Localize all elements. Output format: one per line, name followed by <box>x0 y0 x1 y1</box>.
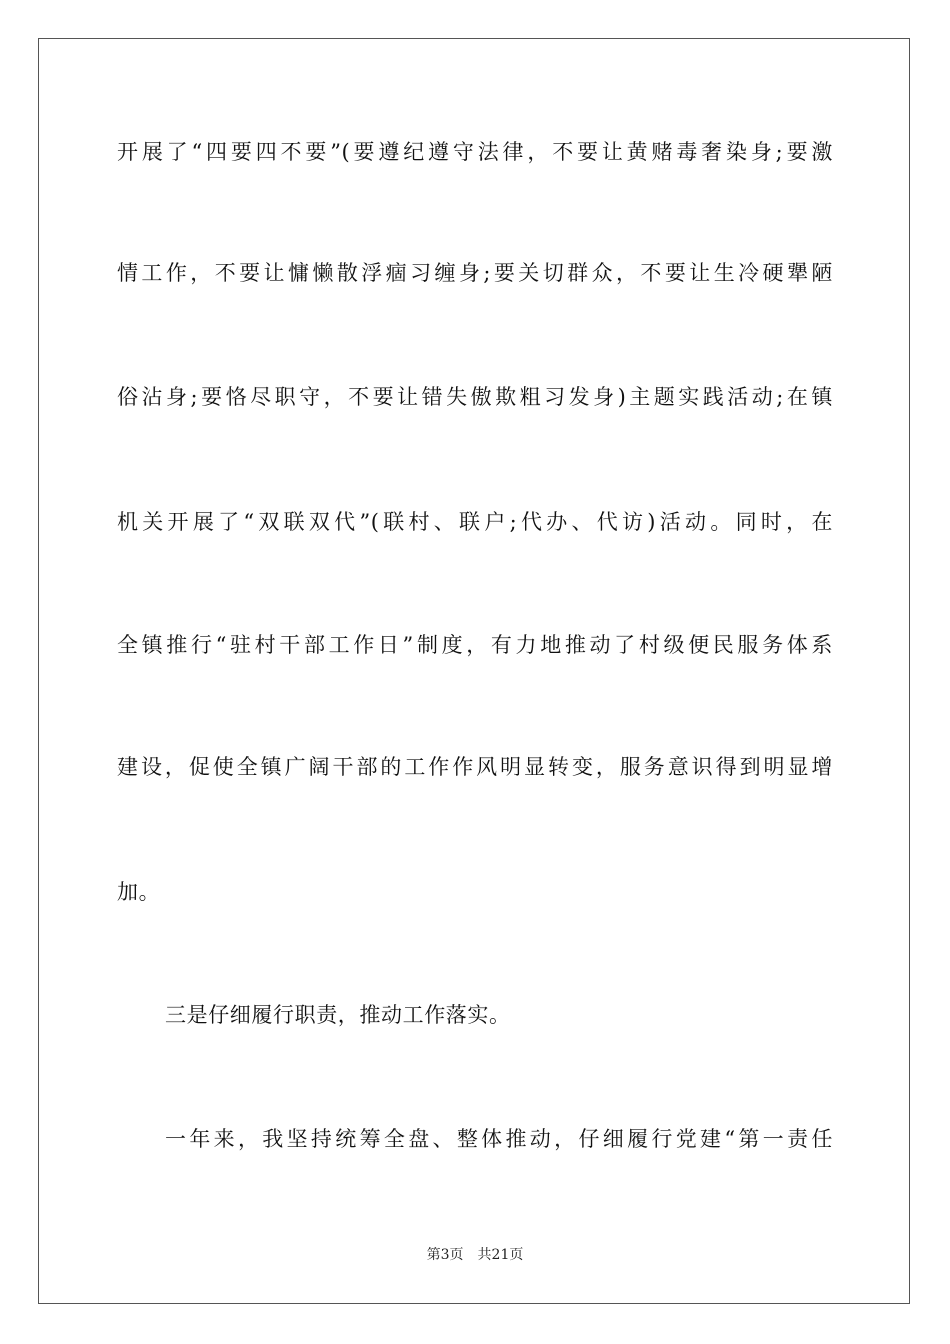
page-number: 第3页 <box>426 1247 464 1263</box>
text-line-4: 机关开展了“双联双代”(联村、联户;代办、代访)活动。同时，在 <box>117 510 833 534</box>
text-line-5: 全镇推行“驻村干部工作日”制度，有力地推动了村级便民服务体系 <box>117 633 833 657</box>
text-line-9: 一年来，我坚持统筹全盘、整体推动，仔细履行党建“第一责任 <box>165 1127 833 1151</box>
page-footer <box>0 1246 950 1264</box>
text-line-3: 俗沾身;要恪尽职守，不要让错失傲欺粗习发身)主题实践活动;在镇 <box>117 385 833 409</box>
text-line-1: 开展了“四要四不要”(要遵纪遵守法律，不要让黄赌毒奢染身;要激 <box>117 140 833 164</box>
page-border <box>38 38 910 1304</box>
text-line-6: 建设，促使全镇广阔干部的工作作风明显转变，服务意识得到明显增 <box>117 755 833 779</box>
text-line-2: 情工作，不要让慵懒散浮痼习缠身;要关切群众，不要让生冷硬犟陋 <box>117 261 833 285</box>
page-total: 共21页 <box>477 1247 524 1263</box>
text-line-7: 加。 <box>117 880 161 904</box>
text-line-8: 三是仔细履行职责，推动工作落实。 <box>165 1003 511 1027</box>
